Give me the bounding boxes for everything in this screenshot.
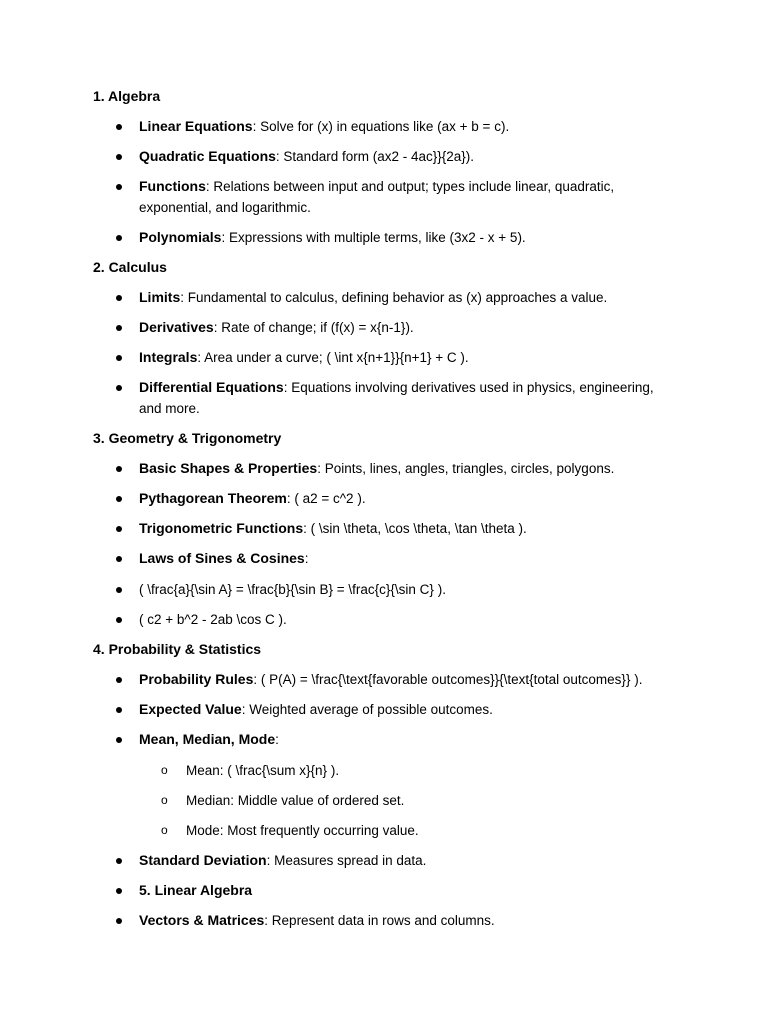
bullet — [116, 124, 122, 130]
item-term: Laws of Sines & Cosines — [139, 550, 305, 566]
bullet — [116, 526, 122, 532]
item-term: Quadratic Equations — [139, 148, 276, 164]
bullet — [116, 496, 122, 502]
item-term: Mean, Median, Mode — [139, 731, 276, 747]
item-desc: : Equations involving derivatives used in physics, engineering, and more. — [139, 380, 654, 416]
item-desc: ( c2 + b^2 - 2ab \cos C ). — [139, 612, 287, 627]
sub-bullet: o — [161, 763, 168, 777]
item-term: Integrals — [139, 349, 198, 365]
list-item-polynomials — [139, 227, 679, 248]
list-item-laws-sines-cosines — [139, 548, 679, 569]
item-term: Pythagorean Theorem — [139, 490, 287, 506]
item-desc: : Rate of change; if (f(x) = x{n-1}). — [213, 320, 414, 335]
bullet — [116, 355, 122, 361]
section-heading-calculus: 2. Calculus — [93, 259, 167, 275]
bullet — [116, 707, 122, 713]
list-item-pythagorean-theorem — [139, 488, 679, 509]
sub-bullet: o — [161, 793, 168, 807]
bullet — [116, 556, 122, 562]
list-item-vectors-matrices — [139, 910, 679, 931]
item-desc: : Expressions with multiple terms, like (3x2 - x + 5). — [221, 230, 526, 245]
item-term: Limits — [139, 289, 181, 305]
section-heading-algebra: 1. Algebra — [93, 88, 161, 104]
bullet — [116, 918, 122, 924]
sub-bullet: o — [161, 823, 168, 837]
item-desc: Mode: Most frequently occurring value. — [186, 823, 419, 838]
item-term: Polynomials — [139, 229, 222, 245]
bullet — [116, 677, 122, 683]
list-item-derivatives — [139, 317, 679, 338]
list-item-expected-value — [139, 699, 679, 720]
item-desc: : Relations between input and output; types include linear, quadratic, exponential, and logarithmic. — [139, 179, 615, 215]
bullet — [116, 325, 122, 331]
list-item-limits — [139, 287, 679, 308]
list-item-quadratic-equations — [139, 146, 679, 167]
item-desc: : — [275, 732, 279, 747]
bullet — [116, 587, 122, 593]
item-desc: Mean: ( \frac{\sum x}{n} ). — [186, 763, 340, 778]
item-desc: : ( \sin \theta, \cos \theta, \tan \theta ). — [303, 521, 527, 536]
item-term: Derivatives — [139, 319, 214, 335]
sub-list-item-mode — [186, 820, 666, 841]
item-term: Linear Equations — [139, 118, 253, 134]
list-item-probability-rules — [139, 669, 699, 690]
item-term: Trigonometric Functions — [139, 520, 304, 536]
item-term: Functions — [139, 178, 206, 194]
bullet — [116, 385, 122, 391]
item-term: Basic Shapes & Properties — [139, 460, 318, 476]
list-item-mean-median-mode — [139, 729, 679, 750]
list-item-integrals — [139, 347, 679, 368]
list-item-law-of-cosines-formula — [139, 609, 679, 630]
item-desc: : Represent data in rows and columns. — [264, 913, 495, 928]
bullet — [116, 617, 122, 623]
item-desc: : — [304, 551, 309, 566]
bullet — [116, 888, 122, 894]
item-desc: Median: Middle value of ordered set. — [186, 793, 405, 808]
item-desc: : Area under a curve; ( \int x{n+1}}{n+1} + C ). — [197, 350, 469, 365]
bullet — [116, 466, 122, 472]
item-desc: ( \frac{a}{\sin A} = \frac{b}{\sin B} = \frac{c}{\sin C} ). — [139, 582, 446, 597]
item-desc: : Standard form (ax2 - 4ac}}{2a}). — [275, 149, 475, 164]
item-desc: : Fundamental to calculus, defining behavior as (x) approaches a value. — [180, 290, 608, 305]
item-term: Vectors & Matrices — [139, 912, 265, 928]
item-desc: : Weighted average of possible outcomes. — [241, 702, 493, 717]
list-item-functions — [139, 176, 679, 218]
item-term: Standard Deviation — [139, 852, 267, 868]
bullet — [116, 737, 122, 743]
list-item-differential-equations — [139, 377, 679, 419]
sub-list-item-median — [186, 790, 666, 811]
item-desc: : Measures spread in data. — [266, 853, 427, 868]
item-desc: : Solve for (x) in equations like (ax + b = c). — [252, 119, 510, 134]
item-term: 5. Linear Algebra — [139, 882, 253, 898]
bullet — [116, 858, 122, 864]
sub-list-item-mean — [186, 760, 666, 781]
section-heading-geometry: 3. Geometry & Trigonometry — [93, 430, 282, 446]
list-item-linear-algebra — [139, 880, 679, 901]
list-item-basic-shapes — [139, 458, 679, 479]
bullet — [116, 235, 122, 241]
bullet — [116, 154, 122, 160]
item-desc: : Points, lines, angles, triangles, circles, polygons. — [317, 461, 615, 476]
list-item-standard-deviation — [139, 850, 679, 871]
item-term: Probability Rules — [139, 671, 254, 687]
list-item-linear-equations — [139, 116, 679, 137]
item-term: Differential Equations — [139, 379, 284, 395]
item-desc: : ( P(A) = \frac{\text{favorable outcomes}}{\text{total outcomes}} ). — [253, 672, 643, 687]
bullet — [116, 184, 122, 190]
list-item-trigonometric-functions — [139, 518, 679, 539]
list-item-law-of-sines-formula — [139, 579, 679, 600]
bullet — [116, 295, 122, 301]
item-desc: : ( a2 = c^2 ). — [286, 491, 366, 506]
section-heading-probability: 4. Probability & Statistics — [93, 641, 262, 657]
item-term: Expected Value — [139, 701, 242, 717]
